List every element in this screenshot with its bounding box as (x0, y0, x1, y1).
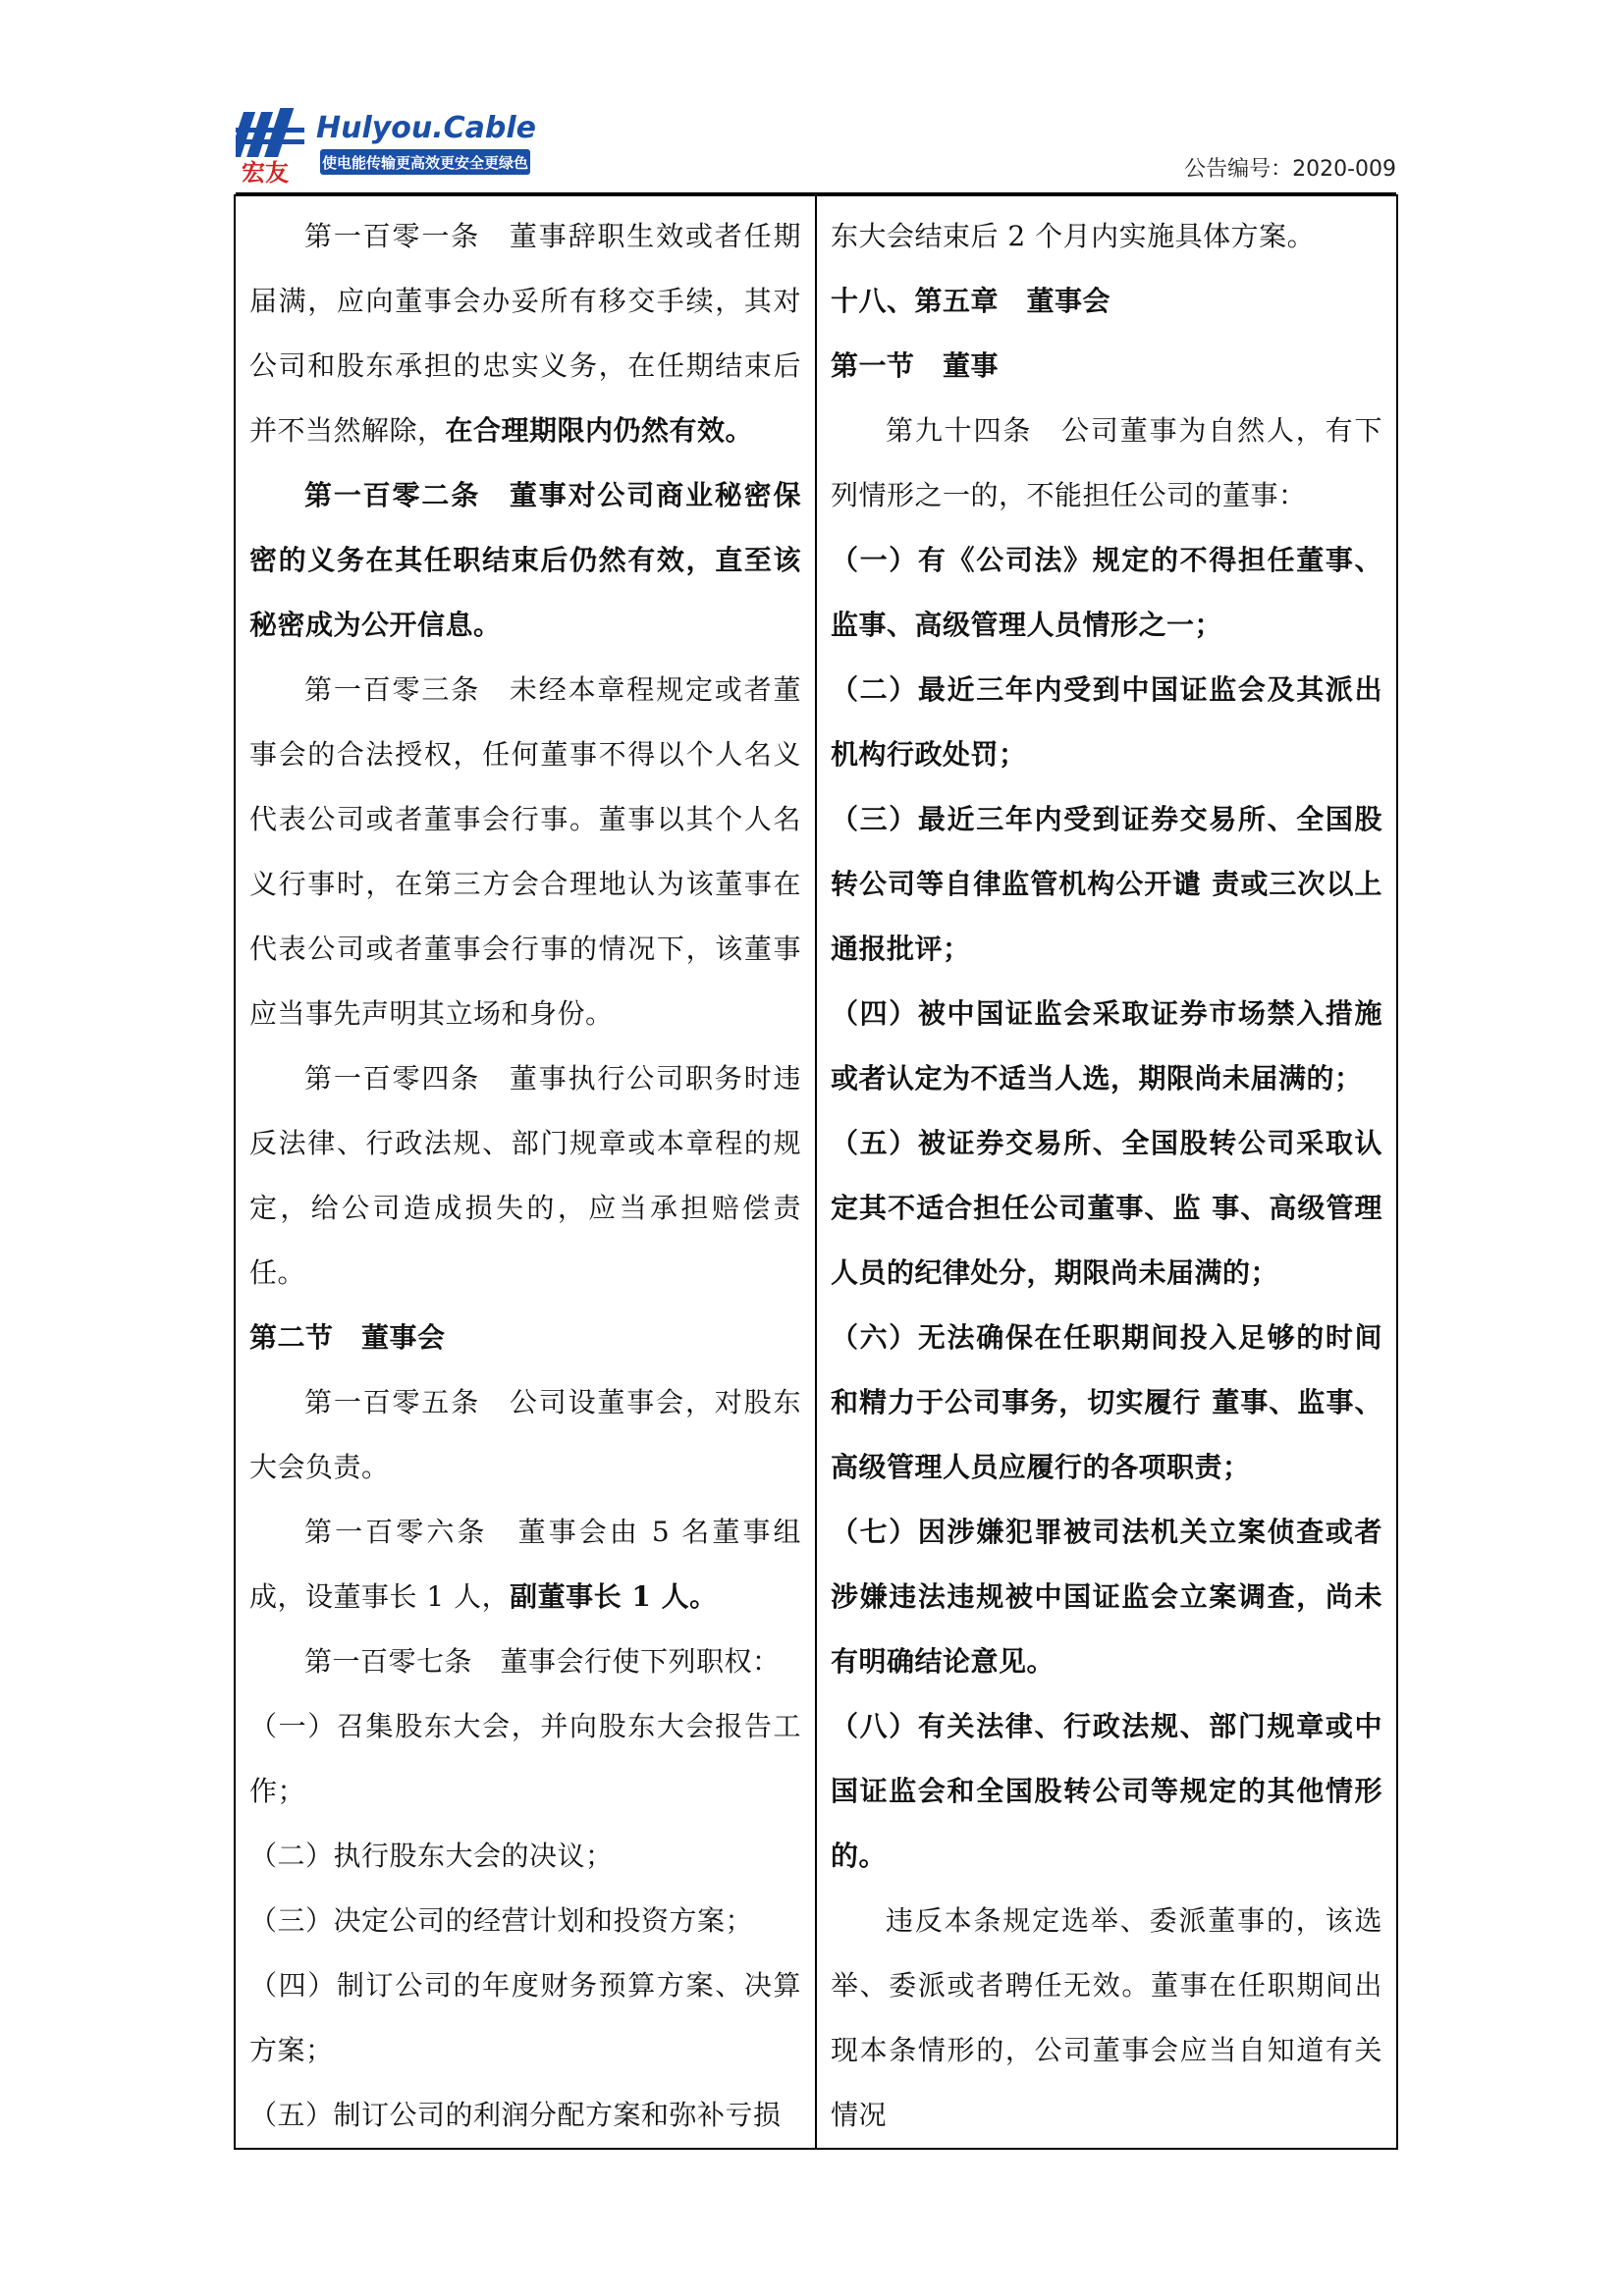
paragraph-bold-text: 在合理期限内仍然有效。 (445, 414, 754, 447)
left-paragraph (249, 1306, 801, 1370)
left-paragraph (249, 658, 801, 1046)
left-paragraph (249, 1046, 801, 1306)
right-paragraph (831, 334, 1382, 399)
announcement-number: 公告编号：2020-009 (1184, 157, 1396, 182)
company-logo (236, 106, 560, 185)
comparison-table (234, 194, 1398, 2150)
svg-text:Hulyou.Cable: Hulyou.Cable (316, 111, 537, 145)
paragraph-bold-text: 第一百零二条 董事对公司商业秘密保密的义务在其任职结束后仍然有效，直至该秘密成为公开信息。 (249, 479, 801, 641)
right-column (816, 195, 1397, 2149)
right-paragraph (831, 658, 1382, 787)
right-paragraph (831, 269, 1382, 334)
right-paragraph (831, 204, 1382, 269)
paragraph-text: 第一百零一条 董事辞职生效或者任期届满，应向董事会办妥所有移交手续，其对公司和股东承担的忠实义务，在任期结束后并不当然解除， (249, 220, 801, 447)
right-paragraph (831, 1694, 1382, 1889)
right-paragraph (831, 1306, 1382, 1500)
paragraph-bold-text: （七）因涉嫌犯罪被司法机关立案侦查或者涉嫌违法违规被中国证监会立案调查，尚未有明确结论意见。 (831, 1516, 1382, 1678)
right-paragraph (831, 528, 1382, 658)
paragraph-bold-text: （一）有《公司法》规定的不得担任董事、监事、高级管理人员情形之一； (831, 544, 1382, 641)
paragraph-bold-text: 第一节 董事 (831, 349, 1000, 382)
paragraph-text: 第一百零四条 董事执行公司职务时违反法律、行政法规、部门规章或本章程的规定，给公司造成损失的，应当承担赔偿责任。 (249, 1062, 801, 1289)
left-paragraph (249, 1953, 801, 2083)
right-paragraph (831, 1889, 1382, 2148)
right-paragraph (831, 399, 1382, 528)
svg-text:宏友: 宏友 (242, 159, 289, 185)
paragraph-text: 第一百零三条 未经本章程规定或者董事会的合法授权，任何董事不得以个人名义代表公司或者董事会行事。董事以其个人名义行事时，在第三方会合理地认为该董事在代表公司或者董事会行事的情况下，该董事应当事先声明其立场和身份。 (249, 673, 801, 1030)
left-paragraph (249, 1824, 801, 1889)
paragraph-bold-text: （八）有关法律、行政法规、部门规章或中国证监会和全国股转公司等规定的其他情形的。 (831, 1710, 1382, 1872)
left-paragraph (249, 1370, 801, 1500)
paragraph-text: 违反本条规定选举、委派董事的，该选举、委派或者聘任无效。董事在任职期间出现本条情形的，公司董事会应当自知道有关情况 (831, 1904, 1382, 2131)
paragraph-text: （一）召集股东大会，并向股东大会报告工作； (249, 1710, 801, 1807)
paragraph-text: 第一百零六条 董事会由 5 名董事组成，设董事长 1 人， (249, 1516, 801, 1613)
right-paragraph (831, 982, 1382, 1111)
left-paragraph (249, 1889, 801, 1953)
paragraph-text: （三）决定公司的经营计划和投资方案； (249, 1904, 754, 1937)
right-paragraph (831, 1111, 1382, 1306)
paragraph-text: （四）制订公司的年度财务预算方案、决算方案； (249, 1969, 801, 2066)
svg-text:使电能传输更高效更安全更绿色: 使电能传输更高效更安全更绿色 (321, 154, 529, 172)
paragraph-bold-text: 副董事长 1 人。 (510, 1580, 718, 1613)
left-paragraph (249, 1500, 801, 1629)
paragraph-bold-text: （四）被中国证监会采取证券市场禁入措施或者认定为不适当人选，期限尚未届满的； (831, 997, 1382, 1095)
paragraph-bold-text: （六）无法确保在任职期间投入足够的时间和精力于公司事务，切实履行 董事、监事、高级管理人员应履行的各项职责； (831, 1321, 1382, 1483)
paragraph-bold-text: 第二节 董事会 (249, 1321, 446, 1354)
right-paragraph (831, 787, 1382, 982)
left-paragraph (249, 1629, 801, 1694)
paragraph-text: （五）制订公司的利润分配方案和弥补亏损 (249, 2099, 782, 2131)
page-header (236, 106, 1396, 187)
paragraph-text: 第一百零五条 公司设董事会，对股东大会负责。 (249, 1386, 801, 1483)
paragraph-bold-text: （三）最近三年内受到证券交易所、全国股转公司等自律监管机构公开谴 责或三次以上通报批评； (831, 803, 1382, 965)
left-paragraph (249, 463, 801, 658)
left-column (235, 195, 816, 2149)
paragraph-bold-text: （五）被证券交易所、全国股转公司采取认定其不适合担任公司董事、监 事、高级管理人员的纪律处分，期限尚未届满的； (831, 1127, 1382, 1289)
paragraph-text: 第九十四条 公司董事为自然人，有下列情形之一的，不能担任公司的董事： (831, 414, 1382, 511)
left-paragraph (249, 2083, 801, 2148)
right-paragraph (831, 1500, 1382, 1694)
paragraph-text: 第一百零七条 董事会行使下列职权： (304, 1645, 781, 1678)
paragraph-text: 东大会结束后 2 个月内实施具体方案。 (831, 220, 1316, 252)
paragraph-text: （二）执行股东大会的决议； (249, 1840, 614, 1872)
left-paragraph (249, 204, 801, 463)
paragraph-bold-text: 十八、第五章 董事会 (831, 285, 1111, 317)
paragraph-bold-text: （二）最近三年内受到中国证监会及其派出机构行政处罚； (831, 673, 1382, 771)
left-paragraph (249, 1694, 801, 1824)
